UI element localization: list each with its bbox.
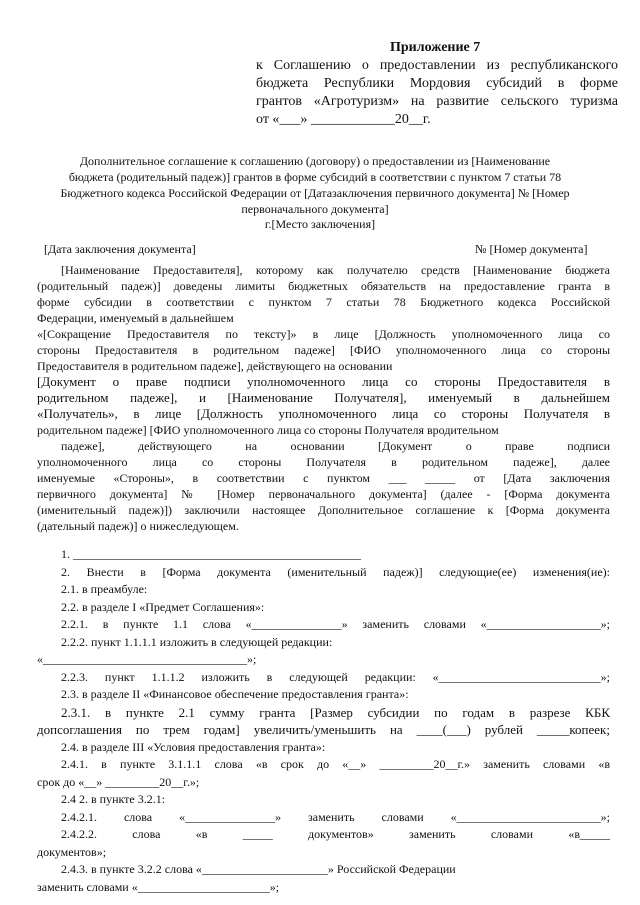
body-line: именуемые «Стороны», в соответствии с пунктом ___ _____ от [Дата заключения	[37, 471, 610, 485]
item-line: заменить словами «______________________»;	[37, 879, 280, 894]
item-line: 2.3.1. в пункте 2.1 сумму гранта [Размер субсидии по годам в разрезе КБК	[61, 704, 610, 720]
body-line: падеже], действующего на основании [Документ о праве подписи	[61, 439, 610, 453]
item-line: 2.2. в разделе I «Предмет Соглашения»:	[61, 599, 265, 614]
appendix-line: к Соглашению о предоставлении из республиканского	[256, 58, 618, 73]
preamble-paragraph	[37, 262, 610, 534]
item-line: 2.2.3. пункт 1.1.1.2 изложить в следующей редакции: «___________________________»;	[61, 669, 610, 684]
item-line: «__________________________________»;	[37, 652, 257, 666]
intro-line: Бюджетного кодекса Российской Федерации от [Датазаключения первичного документа] № [Номер	[60, 186, 570, 200]
item-line: 1. ________________________________________________	[61, 547, 361, 561]
body-line: форме субсидии в соответствии с пунктом 7 статьи 78 Бюджетного кодекса Российской	[37, 295, 610, 309]
place-of-conclusion: г.[Место заключения]	[264, 217, 376, 231]
body-line: родительном падеже], и [Наименование Получателя], именуемый в дальнейшем	[37, 390, 610, 405]
body-line: [Наименование Предоставителя], которому как получателю средств [Наименование бюджета	[61, 263, 610, 277]
amendment-items	[37, 546, 610, 896]
intro-line: бюджета (родительный падеж)] грантов в форме субсидий в соответствии с пунктом 7 статьи 78	[68, 170, 562, 184]
item-line: 2.2.1. в пункте 1.1 слова «_______________» заменить словами «___________________»;	[61, 617, 610, 631]
item-line: 2.4.2.1. слова «_______________» заменить словами «________________________»;	[61, 809, 610, 824]
body-line: Предоставителя в родительном падеже], действующего на основании	[37, 359, 393, 373]
body-line: [Документ о праве подписи уполномоченного лица со стороны Предоставителя в	[37, 374, 610, 389]
item-line: 2.4.3. в пункте 3.2.2 слова «_____________________» Российской Федерации	[61, 862, 456, 876]
item-line: 2.4.1. в пункте 3.1.1.1 слова «в срок до «__» _________20__г.» заменить словами «в	[61, 757, 610, 771]
appendix-title: Приложение 7	[390, 40, 481, 55]
body-line: «Получатель», в лице [Должность уполномоченного лица со стороны Получателя в	[37, 406, 610, 421]
item-line: 2.4.2.2. слова «в _____ документов» заменить словами «в_____	[61, 827, 610, 841]
intro-line: Дополнительное соглашение к соглашению (договору) о предоставлении из [Наименование	[79, 154, 551, 168]
intro-line: первоначального документа]	[241, 202, 389, 216]
body-line: (дательный падеж)] о нижеследующем.	[37, 519, 239, 533]
body-line: первичного документа] № [Номер первоначального документа] (далее - [Форма документа	[37, 487, 610, 501]
item-line: 2.4 2. в пункте 3.2.1:	[61, 792, 166, 806]
body-line: (родительный падеж)] доведены лимиты бюджетных обязательств на предоставление гранта в	[37, 279, 610, 293]
document-date: [Дата заключения документа]	[44, 242, 196, 256]
item-line: документов»;	[37, 844, 107, 859]
item-line: срок до «__» _________20__г.»;	[37, 774, 200, 789]
body-line: стороны Предоставителя в родительном падеже] [ФИО уполномоченного лица со стороны	[37, 343, 610, 357]
item-line: 2. Внести в [Форма документа (именительный падеж)] следующие(ее) изменения(ие):	[61, 564, 610, 579]
body-line: родительном падеже] [ФИО уполномоченного лица со стороны Получателя вродительном	[37, 423, 499, 437]
item-line: 2.4. в разделе III «Условия предоставления гранта»:	[61, 739, 326, 754]
item-line: 2.1. в преамбуле:	[61, 582, 148, 596]
item-line: 2.2.2. пункт 1.1.1.1 изложить в следующей редакции:	[61, 634, 333, 649]
appendix-date-line: от «___» ____________20__г.	[256, 112, 431, 127]
intro-heading	[35, 153, 595, 217]
document-number: № [Номер документа]	[475, 242, 588, 256]
body-line: Федерации, именуемый в дальнейшем	[37, 311, 234, 325]
item-line: 2.3. в разделе II «Финансовое обеспечение предоставления гранта»:	[61, 687, 409, 701]
item-line: допсоглашения по трем годам] увеличить/уменьшить на ____(___) рублей _____копеек;	[37, 722, 610, 737]
body-line: «[Сокращение Предоставителя по тексту]» в лице [Должность уполномоченного лица со	[37, 327, 610, 341]
body-line: (именительный падеж)]) заключили настоящее Дополнительное соглашение к [Форма документа	[37, 503, 610, 517]
appendix-subtitle	[256, 57, 618, 129]
body-line: уполномоченного лица со стороны Получателя в родительном падеже], далее	[37, 455, 610, 469]
appendix-line: бюджета Республики Мордовия субсидий в форме	[256, 76, 618, 91]
appendix-line: грантов «Агротуризм» на развитие сельского туризма	[256, 94, 618, 109]
